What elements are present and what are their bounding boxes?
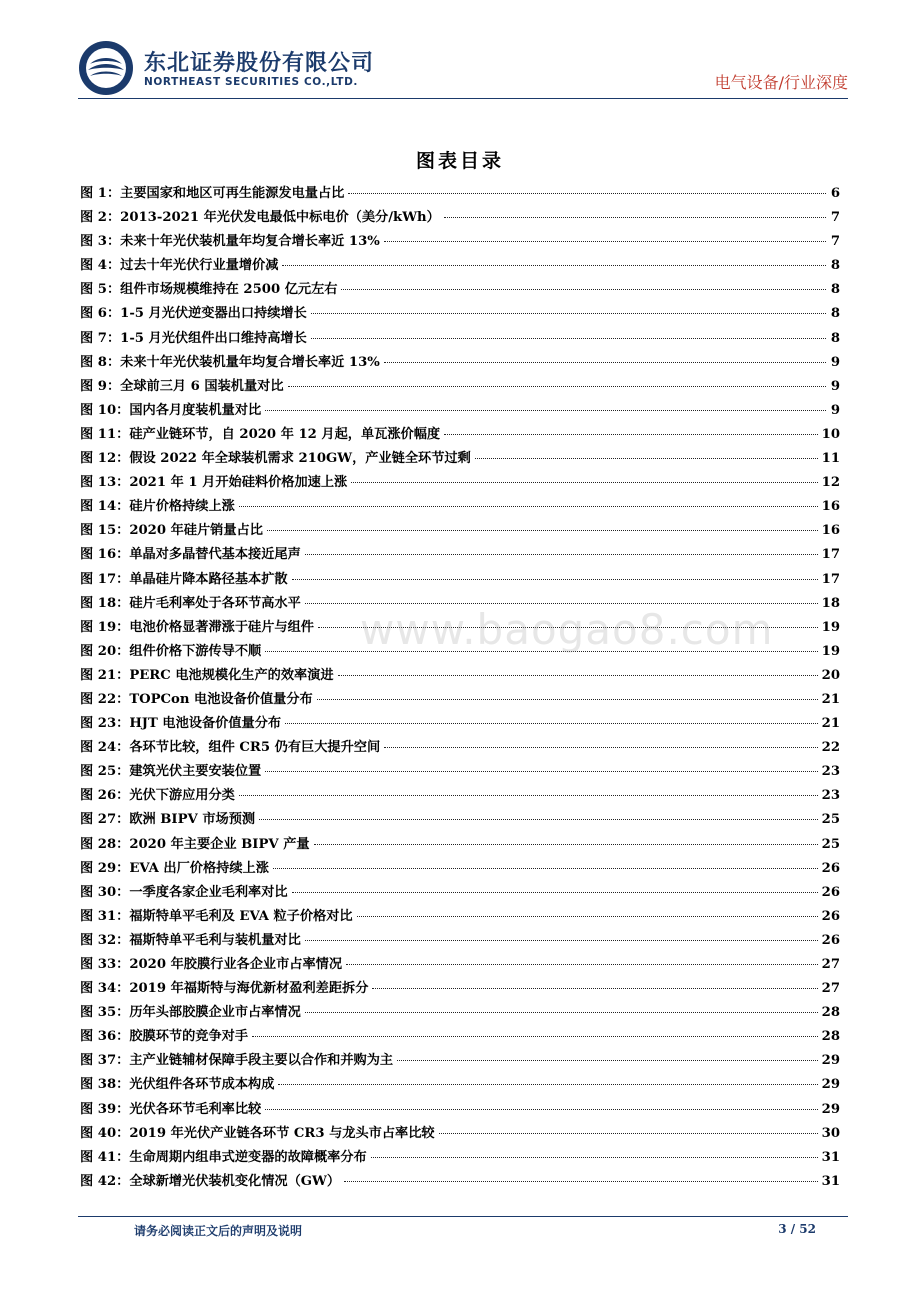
toc-entry-label: 图 37：主产业链辅材保障手段主要以合作和并购为主 [80,1053,394,1069]
toc-leader-dots [273,868,818,869]
toc-leader-dots [384,241,826,242]
report-category: 电气设备/行业深度 [714,73,848,92]
toc-entry[interactable] [80,519,840,543]
toc-entry[interactable] [80,881,840,905]
toc-entry-label: 图 11：硅产业链环节，自 2020 年 12 月起，单瓦涨价幅度 [80,426,441,442]
toc-entry-page: 7 [830,210,840,226]
toc-leader-dots [282,265,826,266]
toc-entry-label: 图 21：PERC 电池规模化生产的效率演进 [80,667,334,683]
toc-entry[interactable] [80,206,840,230]
toc-entry-label: 图 18：硅片毛利率处于各环节高水平 [80,595,301,611]
toc-entry[interactable] [80,302,840,326]
toc-entry[interactable] [80,905,840,929]
toc-leader-dots [317,699,818,700]
figure-toc-list [80,182,840,1194]
toc-leader-dots [357,916,818,917]
toc-entry-label: 图 14：硅片价格持续上涨 [80,499,235,515]
toc-leader-dots [239,506,818,507]
toc-entry[interactable] [80,495,840,519]
toc-entry[interactable] [80,375,840,399]
toc-entry-label: 图 1：主要国家和地区可再生能源发电量占比 [80,186,345,201]
toc-entry[interactable] [80,784,840,808]
toc-leader-dots [305,1012,818,1013]
toc-entry-page: 8 [830,258,840,274]
toc-leader-dots [305,603,818,604]
toc-leader-dots [372,988,817,989]
toc-leader-dots [305,554,818,555]
toc-leader-dots [311,338,826,339]
toc-entry-label: 图 42：全球新增光伏装机变化情况（GW） [80,1173,341,1189]
toc-entry[interactable] [80,712,840,736]
toc-entry[interactable] [80,929,840,953]
toc-entry-page: 20 [821,667,840,683]
toc-entry-page: 29 [821,1101,840,1117]
toc-entry-page: 7 [830,234,840,250]
toc-title: 图表目录 [415,150,504,172]
toc-entry[interactable] [80,688,840,712]
toc-entry-page: 27 [821,957,840,972]
toc-entry[interactable] [80,351,840,375]
company-logo-icon [78,40,134,96]
toc-entry-label: 图 22：TOPCon 电池设备价值量分布 [80,691,313,707]
toc-entry-page: 19 [821,619,840,635]
toc-entry-page: 31 [821,1149,840,1165]
toc-entry-page: 26 [821,860,840,876]
toc-entry[interactable] [80,857,840,881]
toc-leader-dots [444,217,826,218]
toc-entry-page: 23 [821,788,840,804]
toc-entry-label: 图 35：历年头部胶膜企业市占率情况 [80,1005,301,1021]
toc-entry-label: 图 12：假设 2022 年全球装机需求 210GW，产业链全环节过剩 [80,451,471,467]
toc-entry[interactable] [80,664,840,688]
toc-entry-page: 9 [830,354,840,370]
toc-entry[interactable] [80,1098,840,1122]
toc-entry-page: 8 [830,306,840,322]
toc-entry[interactable] [80,808,840,832]
toc-entry-page: 27 [821,981,840,997]
toc-entry-page: 6 [830,186,840,201]
toc-entry[interactable] [80,1146,840,1170]
toc-entry[interactable] [80,953,840,977]
toc-entry[interactable] [80,1001,840,1025]
toc-entry-page: 11 [821,451,840,467]
toc-entry[interactable] [80,1073,840,1097]
toc-leader-dots [397,1060,818,1061]
toc-leader-dots [371,1157,818,1158]
toc-leader-dots [265,771,817,772]
toc-entry-page: 12 [821,475,840,491]
toc-entry-page: 30 [821,1125,840,1141]
toc-leader-dots [344,1181,818,1182]
toc-entry[interactable] [80,736,840,760]
toc-entry-page: 16 [821,499,840,515]
toc-entry[interactable] [80,1025,840,1049]
toc-entry-label: 图 38：光伏组件各环节成本构成 [80,1077,275,1093]
toc-entry-page: 9 [830,402,840,418]
toc-entry[interactable] [80,447,840,471]
toc-leader-dots [265,1109,817,1110]
toc-entry-page: 26 [821,908,840,924]
toc-leader-dots [351,482,817,483]
toc-entry-label: 图 28：2020 年主要企业 BIPV 产量 [80,836,310,852]
toc-leader-dots [267,530,818,531]
toc-leader-dots [439,1133,818,1134]
toc-entry-page: 25 [821,812,840,828]
toc-entry-label: 图 26：光伏下游应用分类 [80,788,235,804]
toc-entry-page: 28 [821,1005,840,1021]
toc-leader-dots [475,458,818,459]
toc-leader-dots [292,892,818,893]
toc-entry[interactable] [80,278,840,302]
toc-entry[interactable] [80,1122,840,1146]
toc-entry-label: 图 30：一季度各家企业毛利率对比 [80,884,288,900]
toc-leader-dots [252,1036,818,1037]
toc-leader-dots [348,193,826,194]
toc-entry[interactable] [80,254,840,278]
toc-entry-label: 图 20：组件价格下游传导不顺 [80,643,262,659]
toc-leader-dots [384,747,818,748]
toc-entry-label: 图 34：2019 年福斯特与海优新材盈利差距拆分 [80,981,369,997]
toc-entry-label: 图 2：2013-2021 年光伏发电最低中标电价（美分/kWh） [80,210,440,226]
toc-entry-label: 图 40：2019 年光伏产业链各环节 CR3 与龙头市占率比较 [80,1125,435,1141]
toc-entry-label: 图 6：1-5 月光伏逆变器出口持续增长 [80,306,307,322]
toc-entry[interactable] [80,327,840,351]
toc-entry-page: 29 [821,1077,840,1093]
toc-entry-page: 23 [821,764,840,780]
toc-leader-dots [341,289,826,290]
toc-entry-page: 26 [821,884,840,900]
toc-entry[interactable] [80,471,840,495]
toc-entry-page: 8 [830,282,840,298]
toc-entry-label: 图 23：HJT 电池设备价值量分布 [80,716,282,732]
toc-entry-label: 图 39：光伏各环节毛利率比较 [80,1101,262,1117]
toc-entry-label: 图 32：福斯特单平毛利与装机量对比 [80,932,301,948]
toc-entry-page: 10 [821,426,840,442]
toc-entry-page: 31 [821,1173,840,1189]
toc-entry-label: 图 29：EVA 出厂价格持续上涨 [80,860,269,876]
toc-entry-label: 图 36：胶膜环节的竞争对手 [80,1029,249,1045]
toc-entry-page: 21 [821,716,840,732]
toc-leader-dots [346,964,818,965]
toc-entry-page: 16 [821,523,840,539]
toc-leader-dots [305,940,818,941]
toc-leader-dots [239,795,818,796]
toc-entry[interactable] [80,977,840,1001]
toc-entry[interactable] [80,833,840,857]
toc-leader-dots [285,723,818,724]
toc-leader-dots [259,819,818,820]
toc-entry-label: 图 31：福斯特单平毛利及 EVA 粒子价格对比 [80,908,353,924]
toc-entry-label: 图 33：2020 年胶膜行业各企业市占率情况 [80,957,343,972]
toc-entry-page: 8 [830,330,840,346]
toc-entry-label: 图 19：电池价格显著滞涨于硅片与组件 [80,619,314,635]
toc-entry-page: 26 [821,932,840,948]
toc-entry-label: 图 16：单晶对多晶替代基本接近尾声 [80,547,301,563]
toc-entry-label: 图 7：1-5 月光伏组件出口维持高增长 [80,330,307,346]
toc-entry-page: 25 [821,836,840,852]
toc-entry[interactable] [80,182,840,206]
toc-entry[interactable] [80,1170,840,1194]
toc-entry[interactable] [80,568,840,592]
toc-entry-label: 图 27：欧洲 BIPV 市场预测 [80,812,256,828]
toc-leader-dots [311,313,826,314]
toc-entry-label: 图 41：生命周期内组串式逆变器的故障概率分布 [80,1149,367,1165]
toc-entry[interactable] [80,760,840,784]
toc-entry[interactable] [80,1049,840,1073]
toc-entry-label: 图 25：建筑光伏主要安装位置 [80,764,262,780]
toc-entry-page: 18 [821,595,840,611]
toc-entry-label: 图 8：未来十年光伏装机量年均复合增长率近 13% [80,354,380,370]
toc-leader-dots [444,434,818,435]
toc-entry-page: 28 [821,1029,840,1045]
toc-entry[interactable] [80,423,840,447]
toc-leader-dots [292,579,818,580]
toc-leader-dots [278,1084,817,1085]
page-number: 3 / 52 [778,1222,816,1236]
footer-divider [78,1216,848,1217]
toc-entry-page: 17 [821,571,840,587]
toc-leader-dots [338,675,818,676]
toc-leader-dots [265,410,826,411]
toc-leader-dots [314,844,818,845]
header-divider [78,98,848,99]
footer-disclaimer: 请务必阅读正文后的声明及说明 [134,1224,303,1238]
toc-entry-page: 17 [821,547,840,563]
toc-entry-page: 22 [821,740,840,756]
page-header [78,40,848,96]
toc-leader-dots [384,362,826,363]
toc-entry-page: 21 [821,691,840,707]
toc-entry-label: 图 9：全球前三月 6 国装机量对比 [80,378,284,394]
toc-entry-label: 图 15：2020 年硅片销量占比 [80,523,263,539]
toc-entry[interactable] [80,399,840,423]
toc-entry-page: 19 [821,643,840,659]
company-name-cn: 东北证券股份有限公司 [144,51,375,76]
toc-entry-label: 图 24：各环节比较，组件 CR5 仍有巨大提升空间 [80,740,381,756]
toc-entry-label: 图 10：国内各月度装机量对比 [80,402,262,418]
toc-leader-dots [288,386,826,387]
toc-entry-page: 29 [821,1053,840,1069]
company-name-en: NORTHEAST SECURITIES CO.,LTD. [144,76,358,88]
toc-entry-label: 图 13：2021 年 1 月开始硅料价格加速上涨 [80,475,348,491]
toc-entry-page: 9 [830,378,840,394]
watermark: www.baogao8.com [360,605,774,654]
toc-entry-label: 图 5：组件市场规模维持在 2500 亿元左右 [80,282,338,298]
toc-entry-label: 图 3：未来十年光伏装机量年均复合增长率近 13% [80,234,380,250]
toc-entry[interactable] [80,543,840,567]
toc-entry-label: 图 17：单晶硅片降本路径基本扩散 [80,571,288,587]
toc-entry-label: 图 4：过去十年光伏行业量增价减 [80,258,279,274]
toc-entry[interactable] [80,230,840,254]
